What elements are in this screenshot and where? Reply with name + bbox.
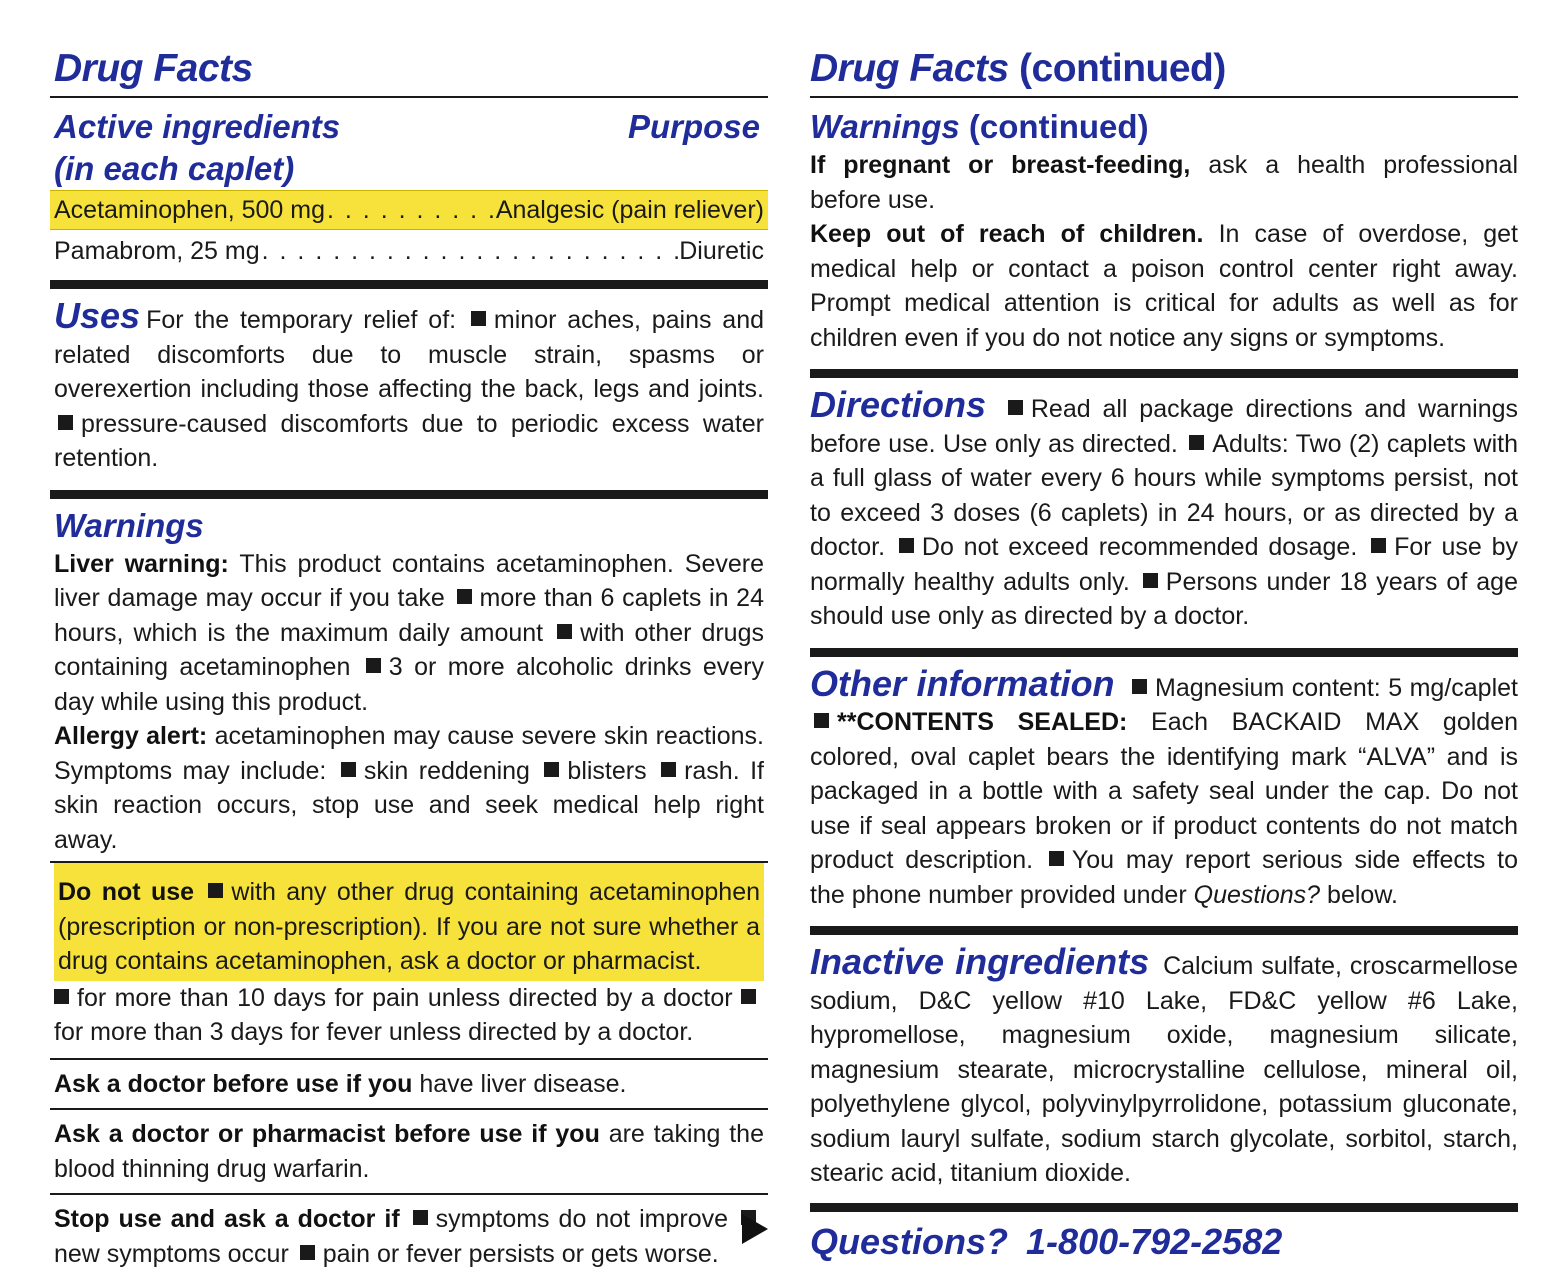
ask-pharmacist-label: Ask a doctor or pharmacist before use if you (54, 1120, 600, 1148)
square-bullet-icon (457, 589, 472, 604)
liver-bullet: more than 6 caplets in 24 hours, which is the maximum daily amount (54, 584, 764, 647)
ask-doctor-label: Ask a doctor before use if you (54, 1069, 413, 1098)
divider-thick (50, 280, 768, 289)
divider-thick (810, 1203, 1518, 1212)
square-bullet-icon (1008, 400, 1023, 415)
questions-ref: Questions? (1193, 880, 1321, 909)
uses-item: minor aches, pains and related discomforts due to muscle strain, spasms or overexertion including those affecting the back, legs and joints. (54, 306, 765, 403)
keep-out-label: Keep out of reach of children. (810, 220, 1204, 248)
warnings-heading-text: Warnings (810, 108, 960, 145)
keep-out-text: In case of overdose, get medical help or contact a poison control center right away. Prompt medical attention is critical for adults as well as for children even if you do not notice any signs or symptoms. (810, 220, 1518, 352)
other-information-heading: Other information (810, 662, 1115, 704)
ingredient-purpose: Analgesic (pain reliever) (495, 196, 764, 224)
ask-pharmacist-section (50, 1110, 768, 1193)
directions-bullet: For use by normally healthy adults only. (810, 533, 1518, 596)
square-bullet-icon (1143, 573, 1158, 588)
leader-dots (325, 191, 496, 229)
questions-line (810, 1220, 1518, 1264)
allergy-bullet: rash. If skin reaction occurs, stop use and seek medical help right away. (54, 756, 764, 854)
title-text: Drug Facts (810, 47, 1009, 90)
inactive-ingredients-heading: Inactive ingredients (810, 941, 1150, 982)
square-bullet-icon (366, 658, 381, 673)
do-not-use-bullet: for more than 3 days for fever unless directed by a doctor. (54, 1018, 694, 1046)
square-bullet-icon (661, 762, 676, 777)
square-bullet-icon (814, 713, 829, 728)
directions-bullet: Do not exceed recommended dosage. (921, 533, 1358, 561)
active-heading-line1: Active ingredients (54, 108, 341, 145)
square-bullet-icon (899, 538, 914, 553)
warnings-heading: Warnings (54, 506, 204, 544)
square-bullet-icon (208, 883, 223, 898)
stop-use-bullet: symptoms do not improve (435, 1205, 729, 1233)
stop-use-bullet: pain or fever persists or gets worse. (322, 1239, 719, 1268)
liver-warning-label: Liver warning: (54, 549, 229, 578)
allergy-alert-text: acetaminophen may cause severe skin reactions. Symptoms may include: (54, 722, 764, 785)
active-ingredients-heading (54, 106, 340, 190)
allergy-alert-label: Allergy alert: (54, 722, 208, 750)
ask-doctor-text: have liver disease. (419, 1069, 627, 1098)
directions-heading: Directions (810, 384, 987, 425)
square-bullet-icon (1189, 435, 1204, 450)
ingredient-row-pamabrom (50, 232, 768, 270)
divider-thick (810, 369, 1518, 378)
active-heading-line2: (in each caplet) (54, 150, 295, 187)
uses-item: pressure-caused discomforts due to periodic excess water retention. (54, 409, 764, 472)
divider-thick (810, 926, 1518, 935)
do-not-use-label: Do not use (58, 878, 195, 906)
ingredient-purpose: Diuretic (679, 237, 764, 265)
stop-use-bullet: new symptoms occur (54, 1239, 289, 1268)
ask-pharmacist-text: are taking the blood thinning drug warfarin. (54, 1120, 764, 1183)
left-column (50, 44, 768, 1271)
right-arrow-icon (742, 1214, 768, 1244)
drug-facts-title: Drug Facts (54, 47, 253, 90)
square-bullet-icon (300, 1245, 315, 1260)
liver-warning (54, 547, 764, 720)
active-ingredients-header (50, 106, 768, 190)
square-bullet-icon (54, 989, 69, 1004)
stop-use-section (50, 1195, 768, 1271)
square-bullet-icon (741, 989, 756, 1004)
leader-dots (260, 232, 680, 270)
allergy-bullet: skin reddening (363, 756, 530, 785)
pregnant-text: ask a health professional before use. (810, 151, 1518, 214)
warnings-continued-text (810, 148, 1518, 355)
square-bullet-icon (341, 762, 356, 777)
questions-label: Questions? (810, 1220, 1009, 1262)
directions-bullet: Adults: Two (2) caplets with a full glass of water every 6 hours while symptoms persist, not to exceed 3 doses (6 caplets) in 24 hours, or as directed by a doctor. (810, 429, 1518, 561)
report-text: You may report serious side effects to the phone number provided under (810, 846, 1518, 909)
ingredient-name: Acetaminophen, 500 mg (54, 196, 326, 224)
warnings-section (50, 505, 768, 858)
uses-intro: For the temporary relief of: (146, 306, 457, 334)
ingredient-row-acetaminophen (50, 190, 768, 230)
do-not-use-bullet: for more than 10 days for pain unless directed by a doctor (77, 983, 733, 1012)
title-continued: (continued) (1019, 47, 1226, 90)
square-bullet-icon (1371, 538, 1386, 553)
square-bullet-icon (1049, 851, 1064, 866)
do-not-use-section (50, 863, 768, 1050)
divider-thick (810, 648, 1518, 657)
questions-phone: 1-800-792-2582 (1026, 1220, 1283, 1262)
pregnant-label: If pregnant or breast-feeding, (810, 151, 1191, 179)
uses-section (50, 295, 768, 476)
drug-facts-continued-title (810, 44, 1518, 96)
other-information-section (810, 662, 1518, 913)
liver-warning-text: This product contains acetaminophen. Severe liver damage may occur if you take (54, 549, 764, 612)
inactive-ingredients-section (810, 941, 1518, 1191)
inactive-ingredients-text: Calcium sulfate, croscarmellose sodium, D&C yellow #10 Lake, FD&C yellow #6 Lake, hypromellose, magnesium oxide, magnesium silicate, magnesium stearate, microcrystalline cellulose, mineral oil, polyethylene glycol, polyvinylpyrrolidone, potassium gluconate, sodium lauryl sulfate, sodium starch glycolate, sorbitol, starch, stearic acid, titanium dioxide. (810, 952, 1518, 1187)
uses-heading: Uses (54, 295, 141, 336)
allergy-bullet: blisters (567, 756, 647, 785)
square-bullet-icon (471, 311, 486, 326)
do-not-use-bullet: with any other drug containing acetaminophen (prescription or non-prescription). If you are not sure whether a drug contains acetaminophen, ask a doctor or pharmacist. (58, 878, 760, 975)
report-text-end: below. (1327, 880, 1398, 909)
square-bullet-icon (557, 624, 572, 639)
warnings-continued-label: (continued) (968, 108, 1149, 145)
allergy-alert (54, 719, 764, 857)
right-column (810, 44, 1518, 1264)
do-not-use-highlight (54, 863, 764, 981)
liver-bullet: with other drugs containing acetaminophen (54, 618, 764, 681)
ingredient-name: Pamabrom, 25 mg (54, 237, 260, 265)
divider (810, 96, 1518, 98)
stop-use-label: Stop use and ask a doctor if (54, 1205, 400, 1233)
directions-bullet: Read all package directions and warnings before use. Use only as directed. (810, 395, 1519, 458)
directions-bullet: Persons under 18 years of age should use only as directed by a doctor. (810, 567, 1518, 630)
divider (50, 96, 768, 98)
warnings-continued-heading (810, 106, 1518, 148)
square-bullet-icon (413, 1210, 428, 1225)
liver-bullet: 3 or more alcoholic drinks every day while using this product. (54, 653, 765, 716)
divider-thick (50, 490, 768, 499)
square-bullet-icon (544, 762, 559, 777)
ask-doctor-section (50, 1060, 768, 1109)
contents-sealed-text: Each BACKAID MAX golden colored, oval caplet bears the identifying mark “ALVA” and is packaged in a bottle with a safety seal under the cap. Do not use if seal appears broken or if product contents do not match product description. (810, 708, 1518, 874)
contents-sealed-label: **CONTENTS SEALED: (837, 708, 1128, 736)
other-info-bullet: Magnesium content: 5 mg/caplet (1155, 673, 1518, 702)
square-bullet-icon (1132, 679, 1147, 694)
directions-section (810, 384, 1519, 634)
purpose-heading: Purpose (627, 108, 760, 145)
square-bullet-icon (58, 415, 73, 430)
